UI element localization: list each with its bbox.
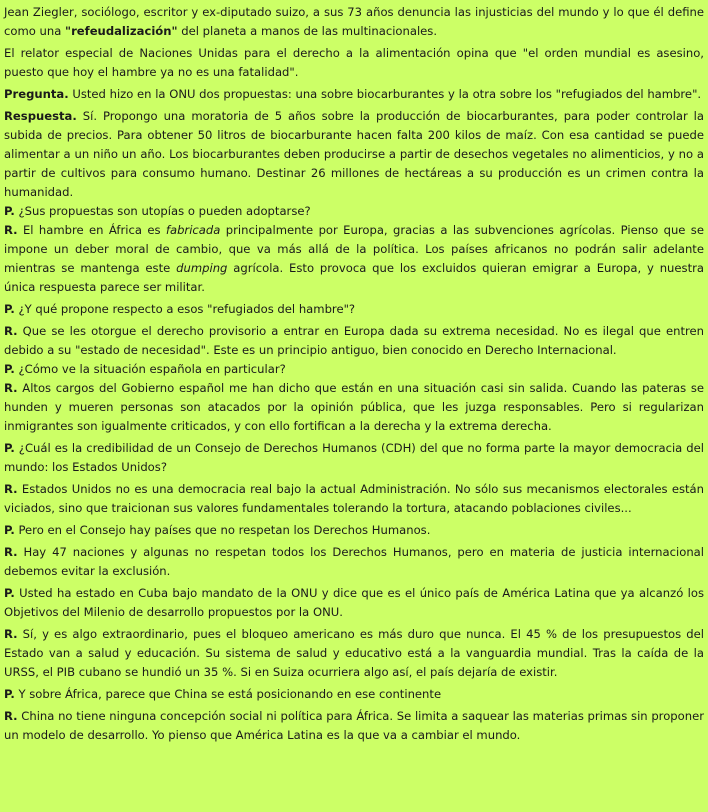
answer-8 xyxy=(4,707,704,745)
question-text: ¿Cómo ve la situación española en particular? xyxy=(14,362,286,376)
answer-5 xyxy=(4,480,704,518)
question-label: P. xyxy=(4,523,15,537)
answer-text: Sí, y es algo extraordinario, pues el bloqueo americano es más duro que nunca. El 45 % de los presupuestos del Estado van a salud y educación. Su sistema de salud y educativo está a la vanguardia mundial. Tras la caída de la URSS, el PIB cubano se hundió un 35 %. Si en Suiza ocurriera algo así, el país dejaría de existir. xyxy=(4,627,704,679)
answer-text-mid: principalmente por Europa, gracias a las subvenciones agrícolas. Pienso que se impone un deber moral de cambio, que va más allá de la política. Los países africanos no podrán salir adelante mientras se mantenga este xyxy=(4,223,704,275)
question-text: Y sobre África, parece que China se está posicionando en ese continente xyxy=(14,687,442,701)
question-text: ¿Y qué propone respecto a esos "refugiados del hambre"? xyxy=(14,302,356,316)
answer-1 xyxy=(4,107,704,202)
question-label: P. xyxy=(4,441,15,455)
answer-text: Altos cargos del Gobierno español me han dicho que están en una situación casi sin salida. Cuando las pateras se hunden y mueren personas son atacados por la opinión pública, que les juzga responsables. Pero si regularizan inmigrantes son igualmente criticados, y con ello fortifican a la derecha y la extrema derecha. xyxy=(4,381,704,433)
question-3 xyxy=(4,300,704,319)
question-4 xyxy=(4,360,704,379)
answer-text: Estados Unidos no es una democracia real bajo la actual Administración. No sólo sus mecanismos electorales están viciados, sino que traicionan sus valores fundamentales tolerando la tortura, atacando poblaciones civiles... xyxy=(4,482,704,515)
question-text: ¿Cuál es la credibilidad de un Consejo de Derechos Humanos (CDH) del que no forma parte la mayor democracia del mundo: los Estados Unidos? xyxy=(4,441,704,474)
question-7 xyxy=(4,584,704,622)
answer-7 xyxy=(4,625,704,682)
italic-term: dumping xyxy=(176,261,228,275)
intro-paragraph-2: El relator especial de Naciones Unidas para el derecho a la alimentación opina que "el orden mundial es asesino, puesto que hoy el hambre ya no es una fatalidad". xyxy=(4,46,704,79)
question-2 xyxy=(4,202,704,221)
question-1 xyxy=(4,85,704,104)
answer-2 xyxy=(4,221,704,297)
answer-text: Que se les otorgue el derecho provisorio a entrar en Europa dada su extrema necesidad. No es ilegal que entren debido a su "estado de necesidad". Este es un principio antiguo, bien conocido en Derecho Internacional. xyxy=(4,324,704,357)
answer-label: R. xyxy=(4,381,18,395)
answer-3 xyxy=(4,322,704,360)
question-5 xyxy=(4,439,704,477)
answer-label: R. xyxy=(4,627,18,641)
answer-label: R. xyxy=(4,709,18,723)
question-label: Pregunta. xyxy=(4,87,69,101)
answer-label: R. xyxy=(4,223,18,237)
question-text: Usted ha estado en Cuba bajo mandato de la ONU y dice que es el único país de América Latina que ya alcanzó los Objetivos del Milenio de desarrollo propuestos por la ONU. xyxy=(4,586,704,619)
question-label: P. xyxy=(4,302,15,316)
answer-text: Hay 47 naciones y algunas no respetan todos los Derechos Humanos, pero en materia de justicia internacional debemos evitar la exclusión. xyxy=(4,545,704,578)
question-label: P. xyxy=(4,687,15,701)
italic-term: fabricada xyxy=(165,223,221,237)
question-8 xyxy=(4,685,704,704)
answer-text: Sí. Propongo una moratoria de 5 años sobre la producción de biocarburantes, para poder controlar la subida de precios. Para obtener 50 litros de biocarburante hacen falta 200 kilos de maíz. Con esa cantidad se puede alimentar a un niño un año. Los biocarburantes deben producirse a partir de desechos vegetales no alimenticios, y no a partir de cultivos para consumo humano. Destinar 26 millones de hectáreas a su producción es un crimen contra la humanidad. xyxy=(4,109,704,199)
intro-paragraph-1 xyxy=(4,3,704,41)
answer-text-end: agrícola. Esto provoca que los excluidos quieran emigrar a Europa, y nuestra única respuesta parece ser militar. xyxy=(4,261,704,294)
highlight-term: "refeudalización" xyxy=(65,24,178,38)
question-label: P. xyxy=(4,362,15,376)
answer-label: R. xyxy=(4,545,18,559)
answer-text: China no tiene ninguna concepción social ni política para África. Se limita a saquear las materias primas sin proponer un modelo de desarrollo. Yo pienso que América Latina es la que va a cambiar el mundo. xyxy=(4,709,704,742)
intro-text: Jean Ziegler, sociólogo, escritor y ex-diputado suizo, a sus 73 años denuncia las injusticias del mundo y lo que él define como una xyxy=(4,5,704,38)
answer-6 xyxy=(4,543,704,581)
question-text: Usted hizo en la ONU dos propuestas: una sobre biocarburantes y la otra sobre los "refugiados del hambre". xyxy=(68,87,702,101)
answer-text: El hambre en África es xyxy=(17,223,166,237)
question-label: P. xyxy=(4,586,15,600)
answer-label: R. xyxy=(4,324,18,338)
question-label: P. xyxy=(4,204,15,218)
intro-text-end: del planeta a manos de las multinacionales. xyxy=(177,24,438,38)
question-text: Pero en el Consejo hay países que no respetan los Derechos Humanos. xyxy=(14,523,431,537)
question-6 xyxy=(4,521,704,540)
answer-label: R. xyxy=(4,482,18,496)
answer-label: Respuesta. xyxy=(4,109,77,123)
answer-4 xyxy=(4,379,704,436)
question-text: ¿Sus propuestas son utopías o pueden adoptarse? xyxy=(14,204,311,218)
